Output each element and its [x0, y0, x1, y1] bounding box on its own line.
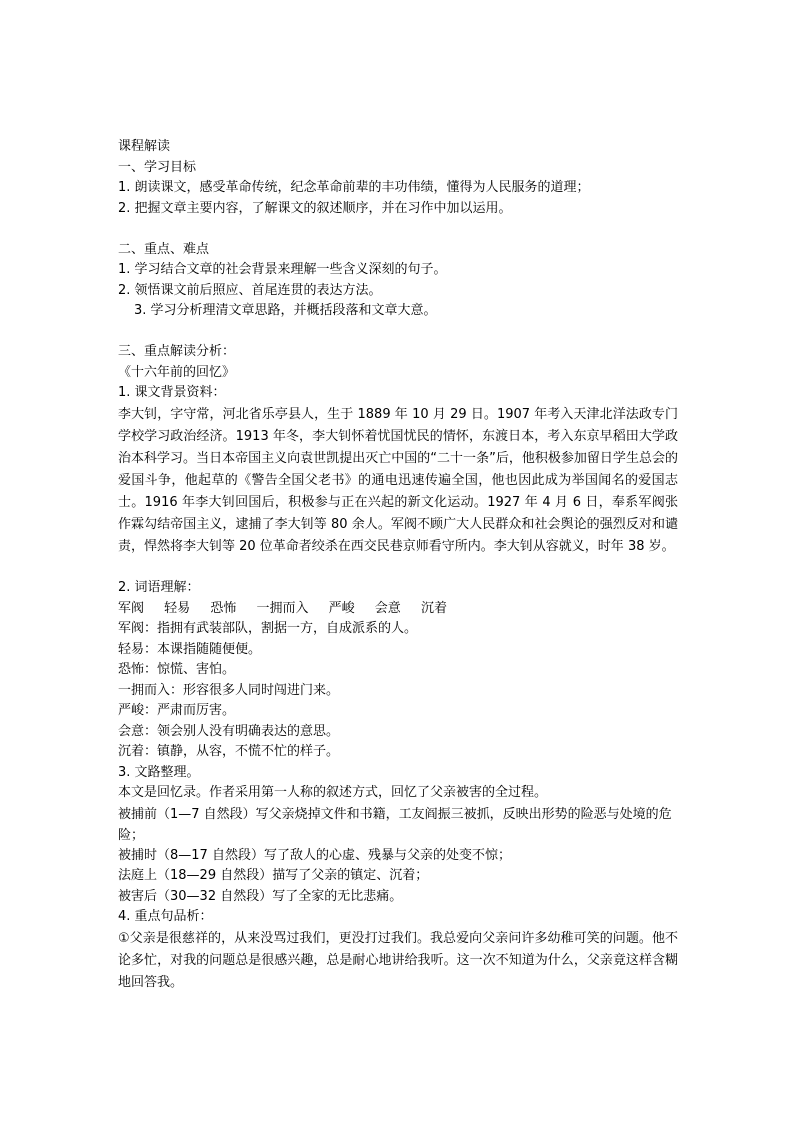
key-point-item: 1. 学习结合文章的社会背景来理解一些含义深刻的句子。 [118, 262, 447, 277]
goal-item: 1. 朗读课文，感受革命传统，纪念革命前辈的丰功伟绩，懂得为人民服务的道理； [118, 180, 590, 195]
vocab-word: 沉着 [420, 600, 447, 616]
section-1-heading: 一、学习目标 [118, 159, 197, 175]
structure-item: 本文是回忆录。作者采用第一人称的叙述方式，回忆了父亲被害的全过程。 [118, 785, 548, 800]
key-point-item: 2. 领悟课文前后照应、首尾连贯的表达方法。 [118, 282, 382, 298]
vocab-word: 恐怖 [210, 600, 237, 616]
vocab-definition: 军阀：指拥有武装部队，割据一方，自成派系的人。 [118, 621, 418, 636]
article-title: 《十六年前的回忆》 [118, 364, 236, 380]
vocab-word: 轻易 [164, 600, 191, 616]
vocab-definition: 恐怖：惊慌、害怕。 [118, 662, 236, 677]
background-text: 李大钊，字守常，河北省乐亭县人，生于 1889 年 10 月 29 日。1907 年考入天津北洋法政专门学校学习政治经济。1913 年冬，李大钊怀着忧国忧民的情怀，东渡日本，考入东京早稻田大学政治本科学习。当日本帝国主义向袁世凯提出灭亡中国的“二十一条”后，他积极参加留日学生总会的爱国斗争，他起草的《警告全国父老书》的通电迅速传遍全国，他也因此成为举国闻名的爱国志士。1916 年李大钊回国后，积极参与正在兴起的新文化运动。1927 年 4 月 6 日，奉系军阀张作霖勾结帝国主义，逮捕了李大钊等 80 余人。军阀不顾广大人民群众和社会舆论的强烈反对和谴责，悍然将李大钊等 20 位革命者绞杀在西交民巷京师看守所内。李大钊从容就义，时年 38 岁。 [118, 406, 678, 554]
background-label: 1. 课文背景资料： [118, 385, 226, 400]
key-sentence-label: 4. 重点句品析： [118, 909, 213, 924]
spacer [118, 219, 678, 240]
vocab-word: 会意 [374, 600, 401, 616]
vocab-word: 军阀 [118, 600, 145, 616]
key-sentence-text: ①父亲是很慈祥的，从来没骂过我们，更没打过我们。我总爱向父亲问许多幼稚可笑的问题。他不论多忙，对我的问题总是很感兴趣，总是耐心地讲给我听。这一次不知道为什么，父亲竟这样含糊地回答我。 [118, 930, 678, 990]
key-point-item: 3. 学习分析理清文章思路，并概括段落和文章大意。 [134, 303, 437, 318]
vocab-word-list [118, 599, 678, 620]
vocab-definition: 轻易：本课指随随便便。 [118, 641, 262, 657]
vocab-definition: 沉着：镇静，从容，不慌不忙的样子。 [118, 744, 340, 759]
spacer [118, 322, 678, 343]
document-page [118, 137, 678, 994]
structure-item: 法庭上（18—29 自然段）描写了父亲的镇定、沉着； [118, 868, 429, 883]
vocab-definition: 严峻：严肃而厉害。 [118, 703, 236, 718]
vocab-definition: 会意：领会别人没有明确表达的意思。 [118, 723, 340, 739]
vocab-word: 严峻 [328, 600, 355, 616]
doc-title: 课程解读 [118, 139, 171, 154]
section-2-heading: 二、重点、难点 [118, 241, 210, 257]
spacer [118, 558, 678, 579]
structure-item: 被捕时（8—17 自然段）写了敌人的心虚、残暴与父亲的处变不惊； [118, 847, 511, 863]
goal-item: 2. 把握文章主要内容，了解课文的叙述顺序，并在习作中加以运用。 [118, 200, 512, 216]
vocab-label: 2. 词语理解： [118, 580, 200, 595]
vocab-word: 一拥而入 [256, 600, 309, 616]
structure-item: 被害后（30—32 自然段）写了全家的无比悲痛。 [118, 888, 403, 904]
structure-label: 3. 文路整理。 [118, 764, 200, 780]
vocab-definition: 一拥而入：形容很多人同时闯进门来。 [118, 682, 340, 698]
section-3-heading: 三、重点解读分析： [118, 344, 236, 359]
structure-item: 被捕前（1—7 自然段）写父亲烧掉文件和书籍，工友阎振三被抓，反映出形势的险恶与处境的危险； [118, 806, 672, 843]
